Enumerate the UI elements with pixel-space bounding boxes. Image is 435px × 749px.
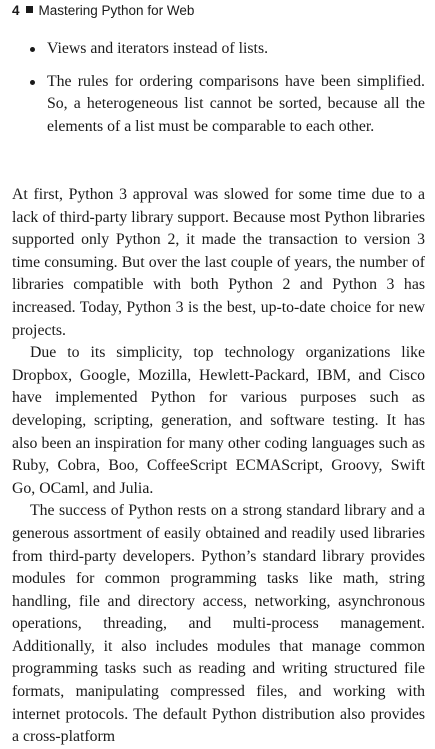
paragraph: At first, Python 3 approval was slowed for some time due to a lack of third-party library support. Because most Python libraries supported only Python 2, it made the transaction to version 3 time consuming. But over the last couple of years, the number of libraries compatible with both Python 2 and Python 3 has increased. Today, Python 3 is the best, up-to-date choice for new projects. — [12, 186, 425, 339]
running-head — [12, 2, 194, 20]
square-bullet-icon — [26, 6, 33, 13]
bullet-item: The rules for ordering comparisons have been simplified. So, a heterogeneous list cannot be sorted, because all the elements of a list must be comparable to each other. — [12, 71, 425, 139]
page-number: 4 — [12, 3, 20, 18]
book-title: Mastering Python for Web — [38, 3, 195, 18]
paragraph: Due to its simplicity, top technology organizations like Dropbox, Google, Mozilla, Hewlett-Packard, IBM, and Cisco have implemented Python for various purposes such as developing, scripting, generation, and software testing. It has also been an inspiration for many other coding languages such as Ruby, Cobra, Boo, CoffeeScript ECMAScript, Groovy, Swift Go, OCaml, and Julia. — [12, 344, 425, 497]
body-text — [12, 184, 425, 749]
paragraph: The success of Python rests on a strong standard library and a generous assortment of easily obtained and readily used libraries from third-party developers. Python’s standard library provides modules for common programming tasks like math, string handling, file and directory access, networking, asynchronous operations, threading, and multi-process management. Additionally, it also includes modules that manage common programming tasks such as reading and writing structured file formats, manipulating compressed files, and working with internet protocols. The default Python distribution also provides a cross-platform — [12, 502, 425, 746]
bullet-item: Views and iterators instead of lists. — [12, 38, 425, 61]
bullet-list — [12, 38, 425, 148]
